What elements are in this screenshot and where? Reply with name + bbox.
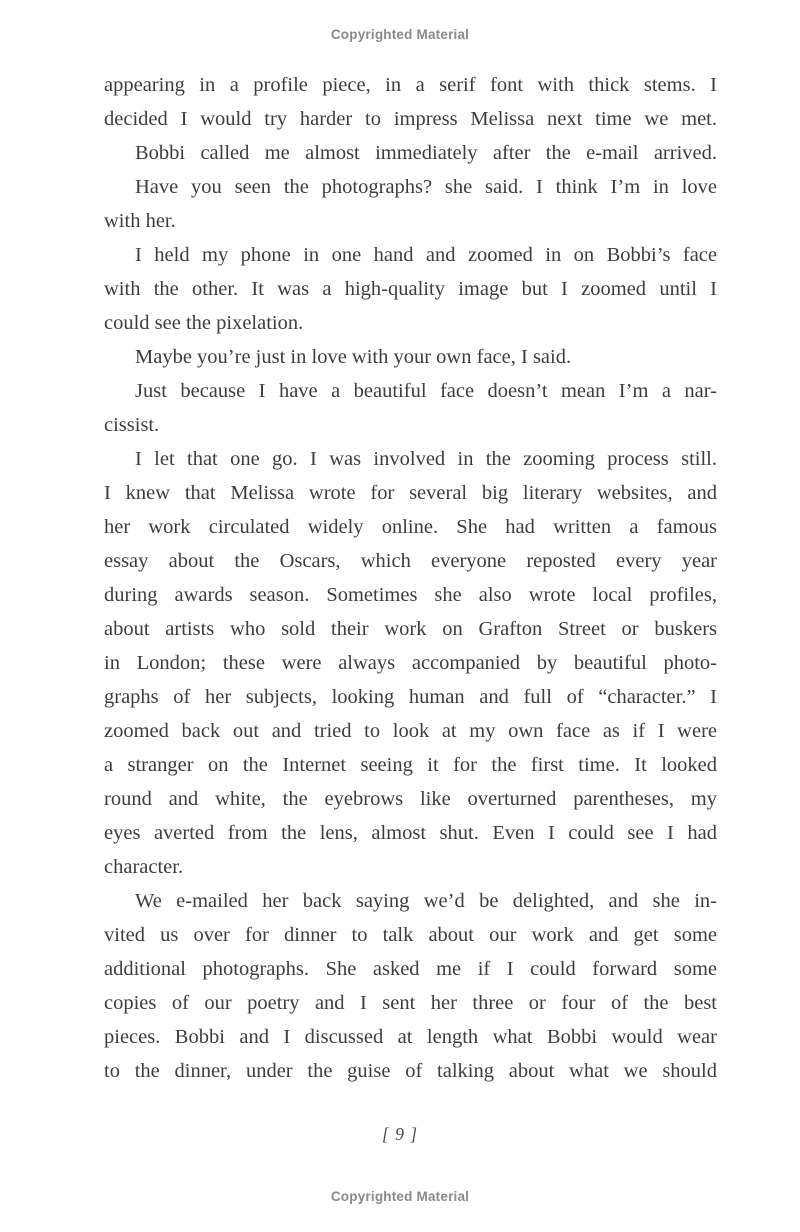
text-line: Have you seen the photographs? she said. I think I’m in love [135,176,717,198]
text-line: her work circulated widely online. She had written a famous [104,516,717,538]
body-text-block [104,68,717,1088]
text-line: a stranger on the Internet seeing it for the first time. It looked [104,754,717,776]
text-line: additional photographs. She asked me if I could forward some [104,958,717,980]
text-line: character. [104,856,184,878]
text-line: eyes averted from the lens, almost shut. Even I could see I had [104,822,717,844]
text-line: We e-mailed her back saying we’d be delighted, and she in- [135,890,717,912]
text-line: I held my phone in one hand and zoomed in on Bobbi’s face [135,244,717,266]
text-line: I let that one go. I was involved in the zooming process still. [135,448,717,470]
text-line: Just because I have a beautiful face doesn’t mean I’m a nar- [135,380,717,402]
text-line: decided I would try harder to impress Melissa next time we met. [104,108,717,130]
text-line: graphs of her subjects, looking human and full of “character.” I [104,686,717,708]
text-line: could see the pixelation. [104,312,304,334]
text-line: pieces. Bobbi and I discussed at length what Bobbi would wear [104,1026,717,1048]
text-line: vited us over for dinner to talk about our work and get some [104,924,717,946]
text-line: appearing in a profile piece, in a serif font with thick stems. I [104,74,717,96]
text-line: with her. [104,210,176,232]
text-line: copies of our poetry and I sent her three or four of the best [104,992,717,1014]
copyright-notice-bottom: Copyrighted Material [330,1189,470,1204]
copyright-notice-top: Copyrighted Material [330,27,470,42]
text-line: Bobbi called me almost immediately after the e-mail arrived. [135,142,717,164]
text-line: with the other. It was a high-quality image but I zoomed until I [104,278,717,300]
text-line: I knew that Melissa wrote for several big literary websites, and [104,482,717,504]
text-line: to the dinner, under the guise of talking about what we should [104,1060,717,1082]
text-line: zoomed back out and tried to look at my own face as if I were [104,720,717,742]
page-number: [ 9 ] [381,1124,419,1144]
text-line: about artists who sold their work on Grafton Street or buskers [104,618,717,640]
text-line: in London; these were always accompanied by beautiful photo- [104,652,717,674]
text-line: Maybe you’re just in love with your own face, I said. [135,346,572,368]
text-line: essay about the Oscars, which everyone reposted every year [104,550,717,572]
text-line: cissist. [104,414,160,436]
text-line: round and white, the eyebrows like overturned parentheses, my [104,788,717,810]
text-line: during awards season. Sometimes she also wrote local profiles, [104,584,717,606]
